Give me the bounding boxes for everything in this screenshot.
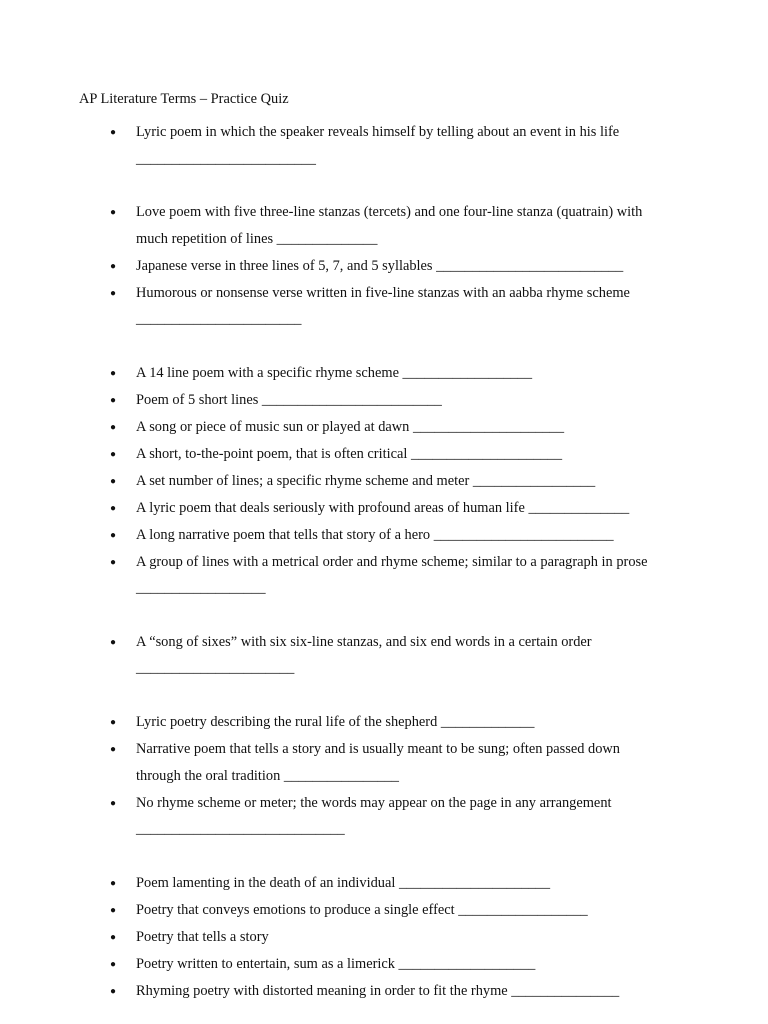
bullet-icon: ●	[110, 287, 117, 299]
bullet-icon: ●	[110, 905, 117, 916]
question-text: Lyric poem in which the speaker reveals himself by telling about an event in his life	[136, 124, 620, 140]
question-text: Love poem with five three-line stanzas (tercets) and one four-line stanza (quatrain) with	[136, 204, 643, 221]
bullet-icon: ●	[110, 529, 117, 541]
page-title: AP Literature Terms – Practice Quiz	[79, 91, 289, 107]
question-text: A song or piece of music sun or played at dawn _____________________	[136, 419, 565, 435]
question-text: Poetry that tells a story	[136, 928, 269, 945]
question-text: A “song of sixes” with six six-line stanzas, and six end words in a certain order	[136, 633, 592, 650]
bullet-icon: ●	[110, 717, 117, 729]
bullet-icon: ●	[110, 797, 117, 809]
question-text: A 14 line poem with a specific rhyme scheme __________________	[136, 365, 533, 382]
question-text: Humorous or nonsense verse written in five-line stanzas with an aabba rhyme scheme	[136, 284, 630, 301]
question-text: No rhyme scheme or meter; the words may appear on the page in any arrangement	[136, 794, 612, 811]
question-text-continued: through the oral tradition ________________	[136, 767, 399, 784]
bullet-icon: ●	[110, 878, 117, 890]
question-text: Narrative poem that tells a story and is usually meant to be sung; often passed down	[136, 741, 620, 758]
question-text: A lyric poem that deals seriously with profound areas of human life ______________	[136, 499, 630, 516]
question-text-continued: __________________	[136, 580, 266, 597]
bullet-icon: ●	[110, 931, 117, 943]
question-text-continued: _______________________	[136, 311, 302, 328]
bullet-icon: ●	[110, 127, 117, 138]
bullet-icon: ●	[110, 502, 117, 514]
question-text: A group of lines with a metrical order and rhyme scheme; similar to a paragraph in prose	[136, 553, 648, 570]
bullet-icon: ●	[110, 958, 117, 970]
bullet-icon: ●	[110, 556, 117, 568]
question-text: Poetry that conveys emotions to produce a single effect __________________	[136, 902, 588, 918]
bullet-icon: ●	[110, 744, 117, 756]
question-text: A long narrative poem that tells that story of a hero _________________________	[136, 526, 614, 543]
bullet-icon: ●	[110, 985, 117, 997]
question-text: Poem lamenting in the death of an individual _____________________	[136, 875, 551, 892]
question-text: Lyric poetry describing the rural life of the shepherd _____________	[136, 714, 535, 731]
bullet-icon: ●	[110, 475, 117, 487]
question-text-continued: _____________________________	[136, 821, 345, 838]
question-text: A set number of lines; a specific rhyme scheme and meter _________________	[136, 472, 596, 489]
bullet-icon: ●	[110, 636, 117, 648]
question-text: Japanese verse in three lines of 5, 7, and 5 syllables __________________________	[136, 257, 624, 274]
bullet-icon: ●	[110, 448, 117, 460]
bullet-icon: ●	[110, 422, 117, 433]
question-text: A short, to-the-point poem, that is often critical _____________________	[136, 445, 563, 462]
question-text-continued: ______________________	[136, 660, 295, 677]
question-text: Poetry written to entertain, sum as a limerick ___________________	[136, 955, 536, 972]
question-text: Poem of 5 short lines _________________________	[136, 392, 442, 409]
question-text-continued: _________________________	[136, 150, 316, 167]
bullet-icon: ●	[110, 368, 117, 380]
bullet-icon: ●	[110, 395, 117, 407]
bullet-icon: ●	[110, 260, 117, 272]
question-text: Rhyming poetry with distorted meaning in order to fit the rhyme _______________	[136, 982, 620, 999]
question-text-continued: much repetition of lines ______________	[136, 230, 378, 247]
bullet-icon: ●	[110, 207, 117, 219]
